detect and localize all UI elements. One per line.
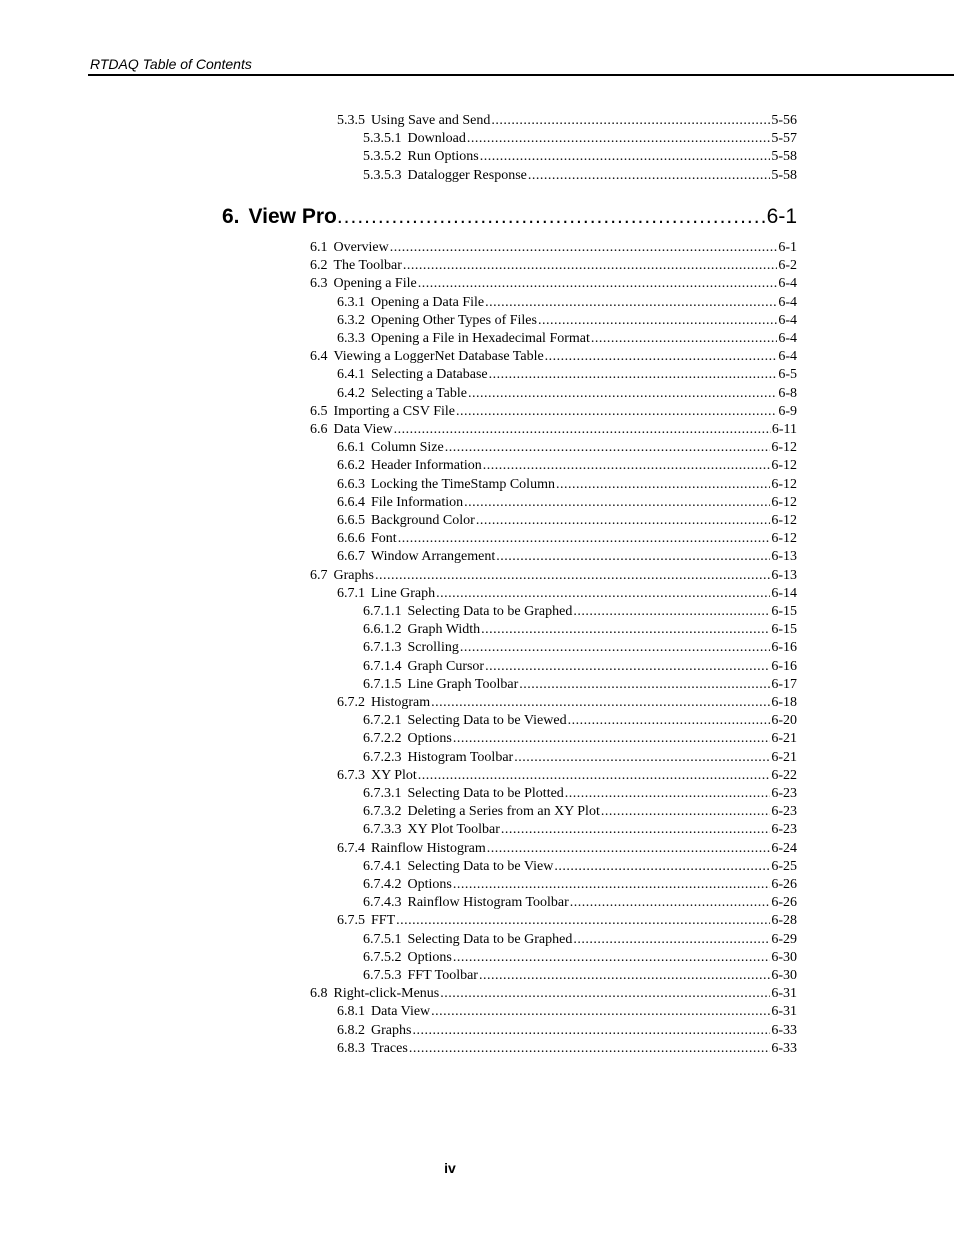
- toc-entry-number: 6.3.3: [337, 331, 365, 346]
- toc-entry-number: 6.4: [310, 349, 328, 365]
- toc-entry[interactable]: [337, 512, 797, 530]
- toc-entry-page-number: 6-30: [771, 968, 797, 983]
- toc-entry-title: Locking the TimeStamp Column: [371, 476, 555, 492]
- toc-entry-title: Options: [407, 949, 452, 965]
- toc-entry[interactable]: [337, 366, 797, 384]
- toc-entry-page-number: 6-4: [778, 294, 797, 310]
- toc-entry-title: File Information: [371, 494, 464, 510]
- toc-entry[interactable]: [310, 348, 797, 366]
- toc-entry[interactable]: [363, 949, 797, 967]
- toc-entry-page-number: 6-15: [771, 622, 797, 638]
- toc-entry-number: 6.7.1.3: [363, 640, 402, 656]
- toc-entry-number: 5.3.5.3: [363, 167, 402, 183]
- toc-entry-page-number: 6-23: [771, 786, 797, 801]
- toc-entry-page-number: 6-4: [778, 331, 797, 346]
- toc-entry-number: 5.3.5.1: [363, 131, 402, 147]
- toc-entry-number: 6.6.3: [337, 476, 365, 492]
- dot-leader: [573, 603, 770, 621]
- toc-entry-title: Right-click-Menus: [333, 986, 440, 1002]
- toc-entry[interactable]: [363, 967, 797, 985]
- toc-entry[interactable]: [337, 439, 797, 457]
- dot-leader: [479, 967, 770, 985]
- toc-entry-number: 5.3.5: [337, 113, 365, 128]
- toc-entry[interactable]: [337, 1022, 797, 1040]
- toc-entry-title: Header Information: [371, 458, 482, 474]
- toc-entry[interactable]: [337, 330, 797, 348]
- toc-entry-title: Opening a Data File: [371, 294, 485, 310]
- dot-leader: [556, 476, 770, 494]
- toc-entry-page-number: 6-12: [771, 531, 797, 547]
- toc-entry-number: 6.6.7: [337, 549, 365, 565]
- toc-entry-page-number: 6-20: [771, 713, 797, 729]
- toc-entry[interactable]: [337, 840, 797, 858]
- toc-entry-page-number: 6-18: [771, 695, 797, 710]
- toc-entry-number: 6.6.5: [337, 513, 365, 528]
- dot-leader: [489, 366, 778, 384]
- toc-entry-number: 5.3.5.2: [363, 149, 402, 165]
- toc-entry-title: Line Graph: [371, 585, 436, 601]
- toc-entry-page-number: 6-21: [771, 731, 797, 747]
- dot-leader: [394, 421, 771, 439]
- dot-leader: [480, 148, 771, 166]
- dot-leader: [418, 275, 778, 293]
- toc-entry-number: 6.3: [310, 276, 328, 292]
- toc-entry-number: 6.7.2.2: [363, 731, 402, 747]
- dot-leader: [501, 821, 770, 839]
- toc-entry-title: Overview: [333, 240, 389, 255]
- toc-entry-title: Scrolling: [407, 640, 459, 656]
- toc-entry-number: 6.6.1: [337, 440, 365, 456]
- toc-entry[interactable]: [363, 621, 797, 639]
- toc-entry-title: FFT: [371, 913, 396, 929]
- toc-entry[interactable]: [337, 385, 797, 403]
- toc-entry-number: 6.6: [310, 422, 328, 437]
- dot-leader: [375, 567, 770, 585]
- dot-leader: [453, 949, 770, 967]
- toc-entry-number: 6.7.4.2: [363, 877, 402, 892]
- toc-entry-page-number: 6-14: [771, 585, 797, 601]
- toc-entry-number: 6.4.2: [337, 385, 365, 401]
- dot-leader: [496, 548, 770, 566]
- toc-entry-page-number: 6-12: [771, 513, 797, 528]
- toc-entry-number: 6.8.2: [337, 1022, 365, 1038]
- toc-entry-page-number: 6-23: [771, 804, 797, 820]
- toc-entry-page-number: 6-11: [771, 422, 797, 437]
- toc-entry[interactable]: [337, 1040, 797, 1058]
- toc-entry-page-number: 6-26: [771, 895, 797, 911]
- toc-entry[interactable]: [363, 894, 797, 912]
- toc-entry-page-number: 6-5: [778, 367, 797, 383]
- dot-leader: [453, 876, 770, 894]
- dot-leader: [545, 348, 778, 366]
- toc-entry-title: Options: [407, 877, 452, 892]
- toc-entry[interactable]: [310, 257, 797, 275]
- dot-leader: [528, 167, 770, 185]
- dot-leader: [418, 767, 771, 785]
- toc-entry-number: 6.8.3: [337, 1040, 365, 1056]
- toc-entry[interactable]: [337, 457, 797, 475]
- dot-leader: [485, 658, 770, 676]
- toc-entry-title: Graphs: [333, 567, 374, 583]
- toc-entry-title: Opening a File: [333, 276, 417, 292]
- toc-entry-number: 6.7: [310, 567, 328, 583]
- toc-entry-title: XY Plot: [371, 767, 417, 783]
- toc-entry-page-number: 6-31: [771, 1004, 797, 1020]
- toc-chapter-heading[interactable]: [222, 203, 797, 231]
- toc-entry-page-number: 6-4: [778, 276, 797, 292]
- toc-entry-number: 6.7.3.2: [363, 804, 402, 820]
- dot-leader: [491, 112, 770, 130]
- toc-entry-page-number: 6-21: [771, 749, 797, 765]
- toc-entry[interactable]: [337, 585, 797, 603]
- toc-entry-page-number: 6-26: [771, 877, 797, 892]
- toc-entry[interactable]: [310, 403, 797, 421]
- toc-entry[interactable]: [363, 785, 797, 803]
- toc-entry-title: Graph Cursor: [407, 658, 485, 674]
- toc-entry-page-number: 6-22: [771, 767, 797, 783]
- toc-entry[interactable]: [337, 312, 797, 330]
- toc-entry-title: Selecting Data to be Graphed: [407, 604, 573, 619]
- toc-entry-number: 6.4.1: [337, 367, 365, 383]
- toc-entry-page-number: 6-12: [771, 494, 797, 510]
- toc-entry-page-number: 6-25: [771, 858, 797, 874]
- toc-entry-page-number: 6-2: [778, 258, 797, 274]
- toc-entry-title: Window Arrangement: [371, 549, 496, 565]
- toc-entry-title: Line Graph Toolbar: [407, 676, 519, 692]
- toc-entry[interactable]: [310, 275, 797, 293]
- toc-entry-title: Selecting a Table: [371, 385, 467, 401]
- toc-entry[interactable]: [337, 476, 797, 494]
- toc-entry-page-number: 6-30: [771, 949, 797, 965]
- toc-entry-number: 6.7.4.1: [363, 858, 402, 874]
- toc-entry-page-number: 6-13: [771, 549, 797, 565]
- toc-entry-title: Importing a CSV File: [333, 403, 455, 419]
- toc-entry-number: 6.7.1.1: [363, 604, 402, 619]
- toc-entry[interactable]: [363, 730, 797, 748]
- toc-entry-title: Selecting Data to be View: [407, 858, 554, 874]
- toc-entry-number: 6.2: [310, 258, 328, 274]
- toc-entry-number: 6.7.3.3: [363, 822, 402, 838]
- dot-leader: [538, 312, 777, 330]
- dot-leader: [436, 585, 770, 603]
- toc-entry-page-number: 6-15: [771, 604, 797, 619]
- toc-entry-title: Using Save and Send: [371, 113, 491, 128]
- toc-entry-page-number: 6-31: [771, 986, 797, 1002]
- dot-leader: [398, 530, 771, 548]
- toc-entry-page-number: 6-16: [771, 658, 797, 674]
- toc-entry-title: Datalogger Response: [407, 167, 527, 183]
- dot-leader: [591, 330, 777, 348]
- dot-leader: [445, 439, 771, 457]
- toc-entry-title: Opening Other Types of Files: [371, 312, 537, 328]
- dot-leader: [403, 257, 777, 275]
- toc-entry-title: XY Plot Toolbar: [407, 822, 500, 838]
- dot-leader: [409, 1040, 771, 1058]
- dot-leader: [554, 858, 770, 876]
- toc-entry-page-number: 6-24: [771, 840, 797, 856]
- toc-entry-page-number: 6-9: [778, 403, 797, 419]
- toc-entry-title: Download: [407, 131, 466, 147]
- toc-entry-title: Histogram: [371, 695, 431, 710]
- toc-entry-page-number: 6-12: [771, 458, 797, 474]
- toc-entry[interactable]: [363, 658, 797, 676]
- toc-entry[interactable]: [337, 694, 797, 712]
- toc-entry[interactable]: [363, 603, 797, 621]
- toc-entry-page-number: 6-17: [771, 676, 797, 692]
- toc-entry-page-number: 5-58: [771, 149, 797, 165]
- dot-leader: [570, 894, 771, 912]
- toc-entry-title: Selecting a Database: [371, 367, 488, 383]
- toc-entry[interactable]: [337, 494, 797, 512]
- toc-entry[interactable]: [363, 858, 797, 876]
- toc-entry-title: Histogram Toolbar: [407, 749, 514, 765]
- toc-entry[interactable]: [337, 1003, 797, 1021]
- toc-entry[interactable]: [310, 239, 797, 257]
- dot-leader: [396, 912, 770, 930]
- dot-leader: [456, 403, 777, 421]
- toc-entry[interactable]: [363, 803, 797, 821]
- toc-entry-page-number: 6-1: [778, 240, 797, 255]
- toc-entry[interactable]: [363, 130, 797, 148]
- dot-leader: [440, 985, 770, 1003]
- toc-entry-number: 6.7.2.3: [363, 749, 402, 765]
- footer-page-number: iv: [444, 1160, 456, 1176]
- chapter-title: View Pro: [248, 205, 337, 228]
- dot-leader: [431, 1003, 770, 1021]
- toc-entry-title: Background Color: [371, 513, 475, 528]
- dot-leader: [485, 294, 777, 312]
- chapter-number: 6.: [222, 205, 240, 228]
- toc-entry-number: 6.6.6: [337, 531, 365, 547]
- toc-entry-page-number: 6-4: [778, 312, 797, 328]
- toc-entry-title: Selecting Data to be Plotted: [407, 786, 564, 801]
- dot-leader: [476, 512, 771, 530]
- dot-leader: [487, 840, 771, 858]
- toc-entry-title: Graph Width: [407, 622, 481, 638]
- toc-entry-title: Options: [407, 731, 452, 747]
- running-header-title: RTDAQ Table of Contents: [90, 56, 252, 72]
- toc-entry-title: Rainflow Histogram Toolbar: [407, 895, 569, 911]
- dot-leader: [460, 639, 770, 657]
- dot-leader: [573, 931, 770, 949]
- toc-entry[interactable]: [363, 749, 797, 767]
- header-rule: [88, 74, 954, 76]
- toc-entry-title: Rainflow Histogram: [371, 840, 486, 856]
- toc-entry-title: The Toolbar: [333, 258, 402, 274]
- toc-entry-page-number: 6-28: [771, 913, 797, 929]
- toc-entry[interactable]: [363, 148, 797, 166]
- toc-entry-title: Opening a File in Hexadecimal Format: [371, 331, 590, 346]
- toc-entry-page-number: 6-8: [778, 385, 797, 401]
- toc-entry-title: Selecting Data to be Viewed: [407, 713, 567, 729]
- toc-entry-page-number: 6-12: [771, 476, 797, 492]
- toc-entry-page-number: 6-29: [771, 931, 797, 947]
- toc-entry-title: Font: [371, 531, 397, 547]
- chapter-page-number: 6-1: [766, 205, 797, 228]
- dot-leader: [601, 803, 770, 821]
- toc-entry-number: 6.7.4: [337, 840, 365, 856]
- dot-leader: [337, 203, 767, 231]
- toc-entry-title: Run Options: [407, 149, 479, 165]
- toc-entry-number: 6.3.1: [337, 294, 365, 310]
- toc-entry-page-number: 6-33: [771, 1040, 797, 1056]
- dot-leader: [453, 730, 770, 748]
- toc-entry-number: 6.8: [310, 986, 328, 1002]
- dot-leader: [483, 457, 771, 475]
- toc-entry-page-number: 6-13: [771, 567, 797, 583]
- toc-entry-title: FFT Toolbar: [407, 968, 478, 983]
- toc-entry-page-number: 5-58: [771, 167, 797, 183]
- toc-entry-page-number: 6-16: [771, 640, 797, 656]
- toc-entry[interactable]: [363, 821, 797, 839]
- toc-entry-number: 6.7.4.3: [363, 895, 402, 911]
- toc-entry-page-number: 6-12: [771, 440, 797, 456]
- dot-leader: [568, 712, 771, 730]
- toc-entry[interactable]: [337, 912, 797, 930]
- toc-entry[interactable]: [363, 931, 797, 949]
- toc-entry-number: 6.3.2: [337, 312, 365, 328]
- toc-entry-number: 6.7.3: [337, 767, 365, 783]
- toc-entry-page-number: 5-56: [771, 113, 797, 128]
- toc-entry-number: 6.6.1.2: [363, 622, 402, 638]
- toc-entry-number: 6.7.2: [337, 695, 365, 710]
- toc-entry-number: 6.5: [310, 403, 328, 419]
- toc-entry[interactable]: [363, 639, 797, 657]
- dot-leader: [565, 785, 771, 803]
- toc-entry[interactable]: [363, 712, 797, 730]
- toc-entry-page-number: 5-57: [771, 131, 797, 147]
- dot-leader: [481, 621, 770, 639]
- toc-entry-number: 6.7.5.1: [363, 931, 402, 947]
- dot-leader: [467, 130, 771, 148]
- dot-leader: [412, 1022, 770, 1040]
- toc-entry-title: Traces: [371, 1040, 408, 1056]
- toc-entry[interactable]: [337, 294, 797, 312]
- toc-entry-title: Column Size: [371, 440, 444, 456]
- toc-entry-number: 6.7.1.5: [363, 676, 402, 692]
- toc-entry-title: Graphs: [371, 1022, 412, 1038]
- toc-entry[interactable]: [310, 421, 797, 439]
- toc-entry-number: 6.6.2: [337, 458, 365, 474]
- toc-entry[interactable]: [310, 985, 797, 1003]
- dot-leader: [514, 749, 770, 767]
- toc-entry-page-number: 6-33: [771, 1022, 797, 1038]
- dot-leader: [464, 494, 770, 512]
- toc-entry[interactable]: [363, 876, 797, 894]
- dot-leader: [519, 676, 770, 694]
- toc-entry-title: Data View: [333, 422, 393, 437]
- toc-entry-title: Deleting a Series from an XY Plot: [407, 804, 600, 820]
- toc-entry[interactable]: [363, 167, 797, 185]
- toc-entry[interactable]: [337, 530, 797, 548]
- toc-entry-title: Selecting Data to be Graphed: [407, 931, 573, 947]
- toc-entry-number: 6.1: [310, 240, 328, 255]
- toc-entry-number: 6.6.4: [337, 494, 365, 510]
- toc-entry-number: 6.7.5: [337, 913, 365, 929]
- toc-entry-page-number: 6-23: [771, 822, 797, 838]
- toc-entry-number: 6.7.1.4: [363, 658, 402, 674]
- toc-entry-number: 6.7.2.1: [363, 713, 402, 729]
- toc-entry[interactable]: [337, 767, 797, 785]
- toc-entry-page-number: 6-4: [778, 349, 797, 365]
- toc-entry-number: 6.7.5.2: [363, 949, 402, 965]
- toc-entry[interactable]: [337, 112, 797, 130]
- toc-entry-number: 6.7.5.3: [363, 968, 402, 983]
- toc-entry[interactable]: [363, 676, 797, 694]
- toc-entry-title: Viewing a LoggerNet Database Table: [333, 349, 544, 365]
- toc-entry-number: 6.8.1: [337, 1004, 365, 1020]
- toc-entry-number: 6.7.1: [337, 585, 365, 601]
- toc-entry-number: 6.7.3.1: [363, 786, 402, 801]
- dot-leader: [431, 694, 770, 712]
- toc-entry[interactable]: [337, 548, 797, 566]
- dot-leader: [468, 385, 777, 403]
- toc-entry-title: Data View: [371, 1004, 431, 1020]
- toc-entry[interactable]: [310, 567, 797, 585]
- dot-leader: [390, 239, 778, 257]
